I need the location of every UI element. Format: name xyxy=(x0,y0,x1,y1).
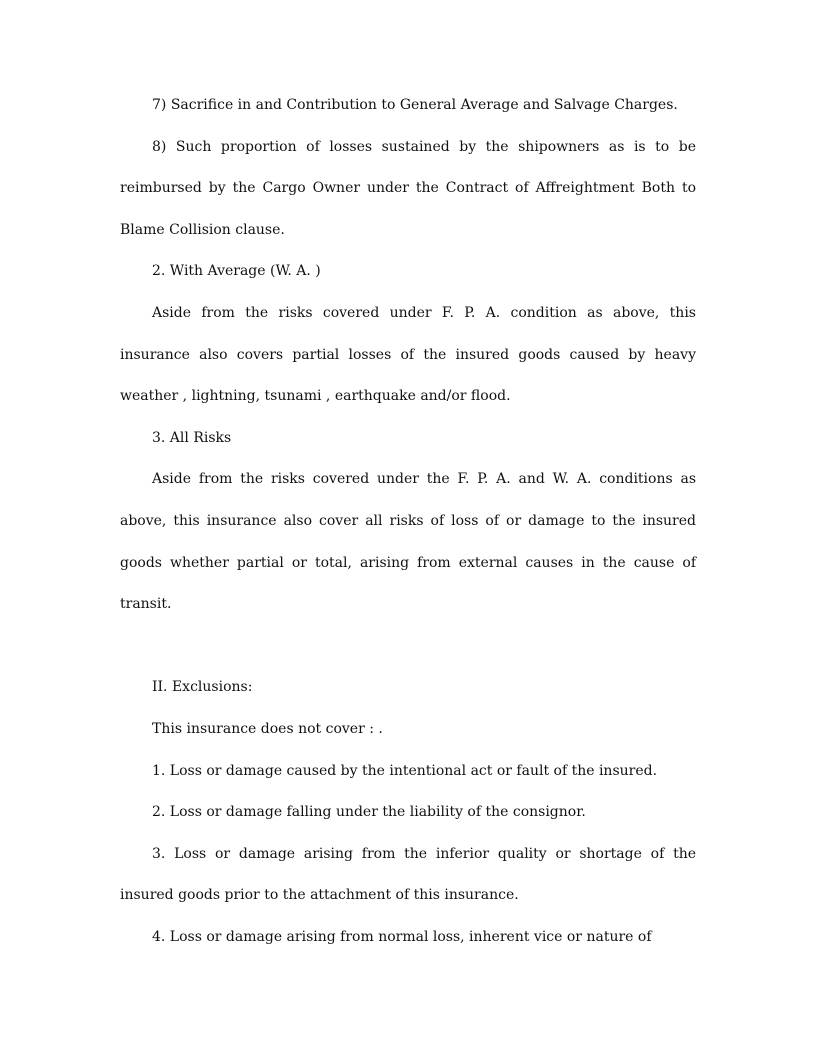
exclusion-item-4: 4. Loss or damage arising from normal loss, inherent vice or nature of xyxy=(152,928,652,945)
exclusion-item-2: 2. Loss or damage falling under the liability of the consignor. xyxy=(152,804,586,821)
exclusion-item-3: 3. Loss or damage arising from the inferior quality or shortage of the insured goods prior to the attachment of this insurance. xyxy=(120,845,696,904)
heading-exclusions: II. Exclusions: xyxy=(152,679,253,696)
paragraph-with-average: Aside from the risks covered under F. P. A. condition as above, this insurance also covers partial losses of the insured goods caused by heavy weather , lightning, tsunami , earthquake and/or flood. xyxy=(120,304,696,405)
paragraph-all-risks: Aside from the risks covered under the F. P. A. and W. A. conditions as above, this insurance also cover all risks of loss of or damage to the insured goods whether partial or total, arising from external causes in the cause of transit. xyxy=(120,471,696,613)
paragraph-sacrifice-general-average: 7) Sacrifice in and Contribution to General Average and Salvage Charges. xyxy=(152,97,678,113)
heading-all-risks: 3. All Risks xyxy=(152,429,232,446)
blank-line xyxy=(120,626,696,668)
exclusion-item-1: 1. Loss or damage caused by the intentional act or fault of the insured. xyxy=(152,762,658,779)
paragraph-both-to-blame: 8) Such proportion of losses sustained by the shipowners as is to be reimbursed by the Cargo Owner under the Contract of Affreightment Both to Blame Collision clause. xyxy=(120,138,696,238)
document-body xyxy=(120,85,696,958)
paragraph-does-not-cover: This insurance does not cover : . xyxy=(152,720,383,737)
heading-with-average: 2. With Average (W. A. ) xyxy=(152,263,321,280)
